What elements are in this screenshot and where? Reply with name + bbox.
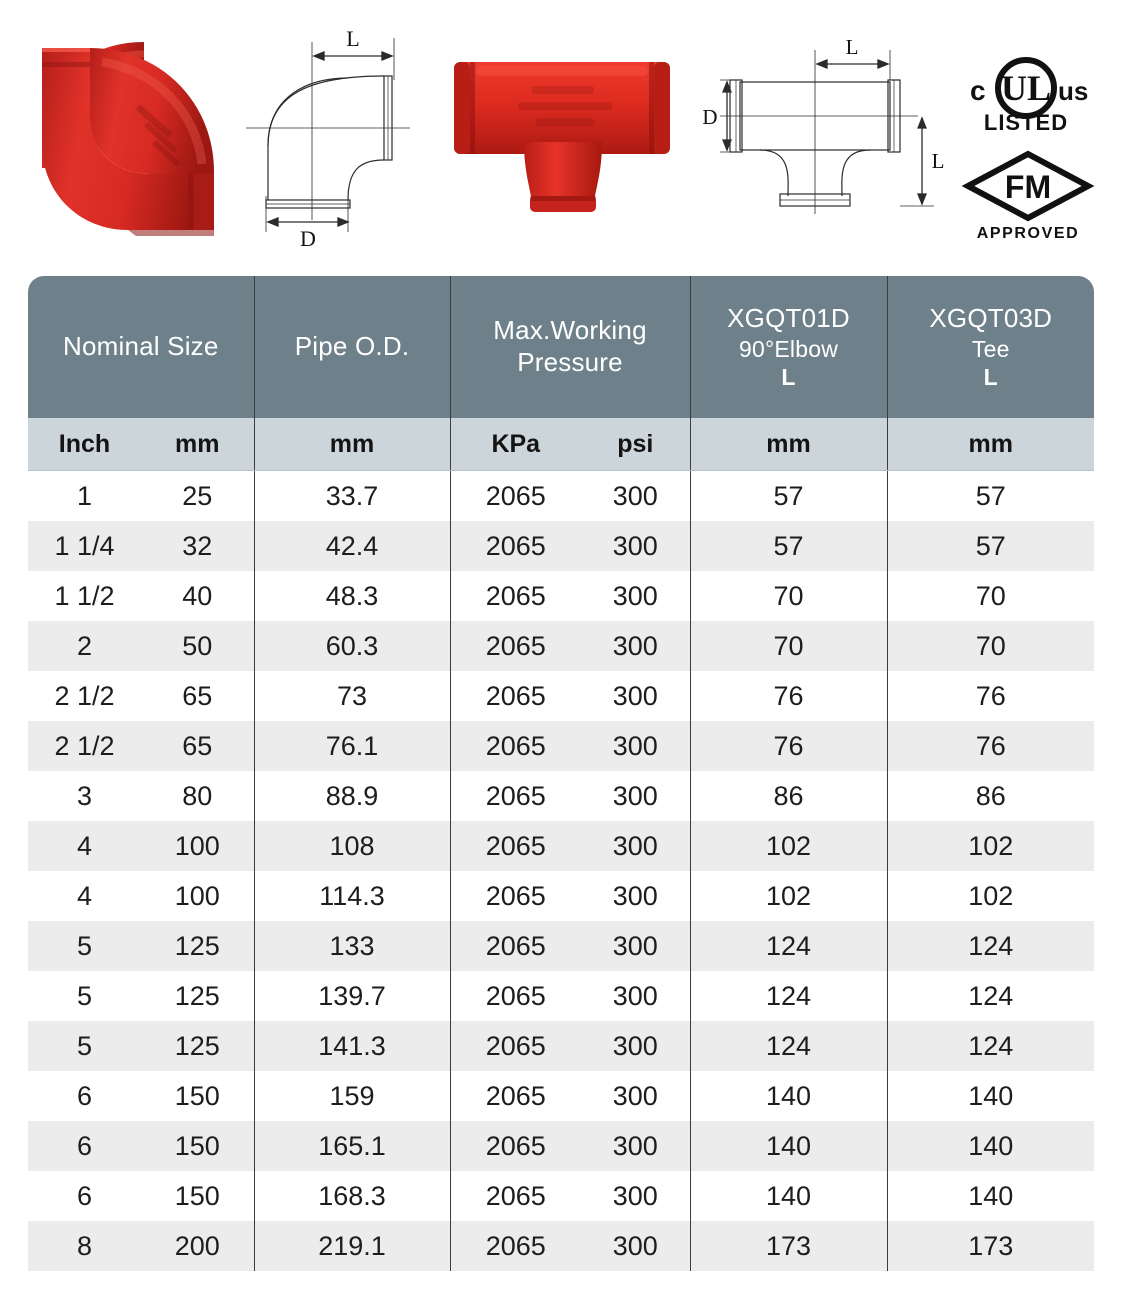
unit-header-mm-tee: mm	[887, 418, 1094, 471]
group-header-tee-code: XGQT03D	[929, 303, 1053, 334]
table-cell: 48.3	[254, 571, 450, 621]
ul-prefix-c: c	[970, 75, 986, 106]
table-cell: 102	[887, 871, 1094, 921]
table-cell: 88.9	[254, 771, 450, 821]
table-cell: 140	[887, 1121, 1094, 1171]
table-row	[28, 621, 1094, 671]
table-cell: 125	[141, 971, 254, 1021]
group-header-tee-type: Tee	[971, 335, 1010, 362]
table-cell: 140	[887, 1171, 1094, 1221]
table-cell: 2065	[450, 471, 581, 522]
table-cell: 300	[581, 1171, 690, 1221]
ul-listed-mark	[962, 50, 1094, 134]
table-cell: 133	[254, 921, 450, 971]
table-row	[28, 821, 1094, 871]
group-header-elbow	[690, 276, 887, 418]
table-body	[28, 471, 1094, 1272]
table-cell: 32	[141, 521, 254, 571]
table-cell: 60.3	[254, 621, 450, 671]
table-cell: 125	[141, 921, 254, 971]
table-row	[28, 1021, 1094, 1071]
unit-header-inch: Inch	[28, 418, 141, 471]
table-cell: 6	[28, 1171, 141, 1221]
specification-table	[28, 276, 1094, 1271]
table-cell: 76.1	[254, 721, 450, 771]
table-row	[28, 521, 1094, 571]
table-cell: 2065	[450, 821, 581, 871]
table-cell: 140	[690, 1121, 887, 1171]
table-cell: 2065	[450, 1121, 581, 1171]
unit-header-row	[28, 418, 1094, 471]
tee-dim-D-label: D	[702, 105, 718, 129]
table-cell: 70	[887, 571, 1094, 621]
table-cell: 300	[581, 521, 690, 571]
table-cell: 300	[581, 1121, 690, 1171]
unit-header-psi: psi	[581, 418, 690, 471]
group-header-tee	[887, 276, 1094, 418]
tee-dim-L-top-label: L	[845, 35, 859, 59]
table-cell: 2065	[450, 921, 581, 971]
tee-dimension-drawing	[694, 28, 946, 224]
table-cell: 168.3	[254, 1171, 450, 1221]
certification-marks	[962, 46, 1094, 242]
table-cell: 300	[581, 821, 690, 871]
table-row	[28, 771, 1094, 821]
table-cell: 124	[690, 1021, 887, 1071]
table-cell: 1 1/2	[28, 571, 141, 621]
table-cell: 80	[141, 771, 254, 821]
table-cell: 125	[141, 1021, 254, 1071]
unit-header-mm-nominal: mm	[141, 418, 254, 471]
table-cell: 25	[141, 471, 254, 522]
table-row	[28, 1071, 1094, 1121]
table-cell: 300	[581, 571, 690, 621]
group-header-elbow-type: 90°Elbow	[739, 335, 839, 362]
table-cell: 57	[690, 471, 887, 522]
table-row	[28, 1171, 1094, 1221]
table-cell: 108	[254, 821, 450, 871]
unit-header-kpa: KPa	[450, 418, 581, 471]
product-illustration-strip	[0, 0, 1122, 262]
table-row	[28, 471, 1094, 522]
table-cell: 124	[690, 921, 887, 971]
table-cell: 124	[887, 971, 1094, 1021]
table-cell: 2065	[450, 621, 581, 671]
table-cell: 300	[581, 621, 690, 671]
table-cell: 165.1	[254, 1121, 450, 1171]
table-row	[28, 1121, 1094, 1171]
table-cell: 102	[887, 821, 1094, 871]
table-cell: 40	[141, 571, 254, 621]
table-cell: 57	[887, 521, 1094, 571]
table-cell: 76	[690, 671, 887, 721]
table-cell: 5	[28, 921, 141, 971]
group-header-max-working-pressure: Max.Working Pressure	[450, 276, 690, 418]
ul-monogram: UL	[1000, 68, 1052, 108]
table-cell: 300	[581, 721, 690, 771]
table-cell: 2 1/2	[28, 721, 141, 771]
table-cell: 102	[690, 821, 887, 871]
group-header-nominal-size: Nominal Size	[28, 276, 254, 418]
table-cell: 2065	[450, 571, 581, 621]
table-cell: 139.7	[254, 971, 450, 1021]
90-degree-elbow-dimension-drawing	[244, 20, 440, 250]
table-cell: 70	[690, 621, 887, 671]
unit-header-mm-elbow: mm	[690, 418, 887, 471]
table-row	[28, 971, 1094, 1021]
table-cell: 2	[28, 621, 141, 671]
table-cell: 300	[581, 471, 690, 522]
table-cell: 65	[141, 721, 254, 771]
table-cell: 173	[690, 1221, 887, 1271]
table-cell: 2065	[450, 1221, 581, 1271]
ul-suffix-us: us	[1058, 76, 1089, 106]
group-header-row	[28, 276, 1094, 418]
table-cell: 300	[581, 921, 690, 971]
ul-caption: LISTED	[983, 110, 1069, 134]
table-row	[28, 571, 1094, 621]
table-cell: 2065	[450, 521, 581, 571]
table-cell: 124	[690, 971, 887, 1021]
unit-header-mm-od: mm	[254, 418, 450, 471]
table-cell: 141.3	[254, 1021, 450, 1071]
table-cell: 100	[141, 871, 254, 921]
table-cell: 159	[254, 1071, 450, 1121]
table-cell: 70	[690, 571, 887, 621]
table-cell: 150	[141, 1071, 254, 1121]
specification-table-container	[28, 276, 1094, 1261]
table-cell: 300	[581, 971, 690, 1021]
group-header-tee-dim: L	[983, 363, 998, 390]
elbow-dim-L-label: L	[346, 26, 360, 51]
fm-approved-mark	[962, 142, 1094, 242]
table-cell: 140	[887, 1071, 1094, 1121]
table-cell: 57	[690, 521, 887, 571]
table-cell: 300	[581, 771, 690, 821]
table-cell: 300	[581, 671, 690, 721]
table-cell: 124	[887, 1021, 1094, 1071]
table-cell: 6	[28, 1071, 141, 1121]
table-cell: 50	[141, 621, 254, 671]
table-cell: 76	[887, 671, 1094, 721]
table-cell: 2065	[450, 871, 581, 921]
group-header-elbow-dim: L	[781, 363, 796, 390]
90-degree-grooved-elbow-photo	[28, 18, 228, 240]
table-cell: 86	[887, 771, 1094, 821]
table-row	[28, 1221, 1094, 1271]
table-row	[28, 721, 1094, 771]
table-cell: 86	[690, 771, 887, 821]
fm-monogram: FM	[1004, 169, 1052, 205]
table-cell: 300	[581, 871, 690, 921]
table-cell: 150	[141, 1171, 254, 1221]
table-cell: 2065	[450, 671, 581, 721]
table-cell: 73	[254, 671, 450, 721]
table-cell: 200	[141, 1221, 254, 1271]
table-head	[28, 276, 1094, 471]
table-row	[28, 871, 1094, 921]
table-cell: 65	[141, 671, 254, 721]
table-cell: 1 1/4	[28, 521, 141, 571]
table-cell: 300	[581, 1021, 690, 1071]
table-cell: 2065	[450, 721, 581, 771]
table-row	[28, 671, 1094, 721]
table-cell: 76	[887, 721, 1094, 771]
table-cell: 140	[690, 1171, 887, 1221]
elbow-dim-D-label: D	[300, 226, 316, 250]
table-cell: 2065	[450, 1021, 581, 1071]
table-cell: 57	[887, 471, 1094, 522]
table-cell: 2 1/2	[28, 671, 141, 721]
table-row	[28, 921, 1094, 971]
table-cell: 173	[887, 1221, 1094, 1271]
group-header-pipe-od: Pipe O.D.	[254, 276, 450, 418]
group-header-elbow-code: XGQT01D	[727, 303, 850, 334]
table-cell: 4	[28, 821, 141, 871]
table-cell: 2065	[450, 771, 581, 821]
table-cell: 2065	[450, 971, 581, 1021]
table-cell: 140	[690, 1071, 887, 1121]
table-cell: 100	[141, 821, 254, 871]
tee-dim-L-right-label: L	[931, 149, 945, 173]
grooved-tee-photo	[446, 46, 678, 220]
fm-caption: APPROVED	[976, 225, 1080, 242]
table-cell: 70	[887, 621, 1094, 671]
table-cell: 6	[28, 1121, 141, 1171]
table-cell: 150	[141, 1121, 254, 1171]
table-cell: 5	[28, 971, 141, 1021]
table-cell: 102	[690, 871, 887, 921]
table-cell: 2065	[450, 1071, 581, 1121]
table-cell: 76	[690, 721, 887, 771]
table-cell: 300	[581, 1071, 690, 1121]
table-cell: 33.7	[254, 471, 450, 522]
table-cell: 219.1	[254, 1221, 450, 1271]
table-cell: 4	[28, 871, 141, 921]
table-cell: 300	[581, 1221, 690, 1271]
table-cell: 1	[28, 471, 141, 522]
table-cell: 2065	[450, 1171, 581, 1221]
table-cell: 3	[28, 771, 141, 821]
table-cell: 42.4	[254, 521, 450, 571]
table-cell: 124	[887, 921, 1094, 971]
table-cell: 8	[28, 1221, 141, 1271]
table-cell: 114.3	[254, 871, 450, 921]
table-cell: 5	[28, 1021, 141, 1071]
